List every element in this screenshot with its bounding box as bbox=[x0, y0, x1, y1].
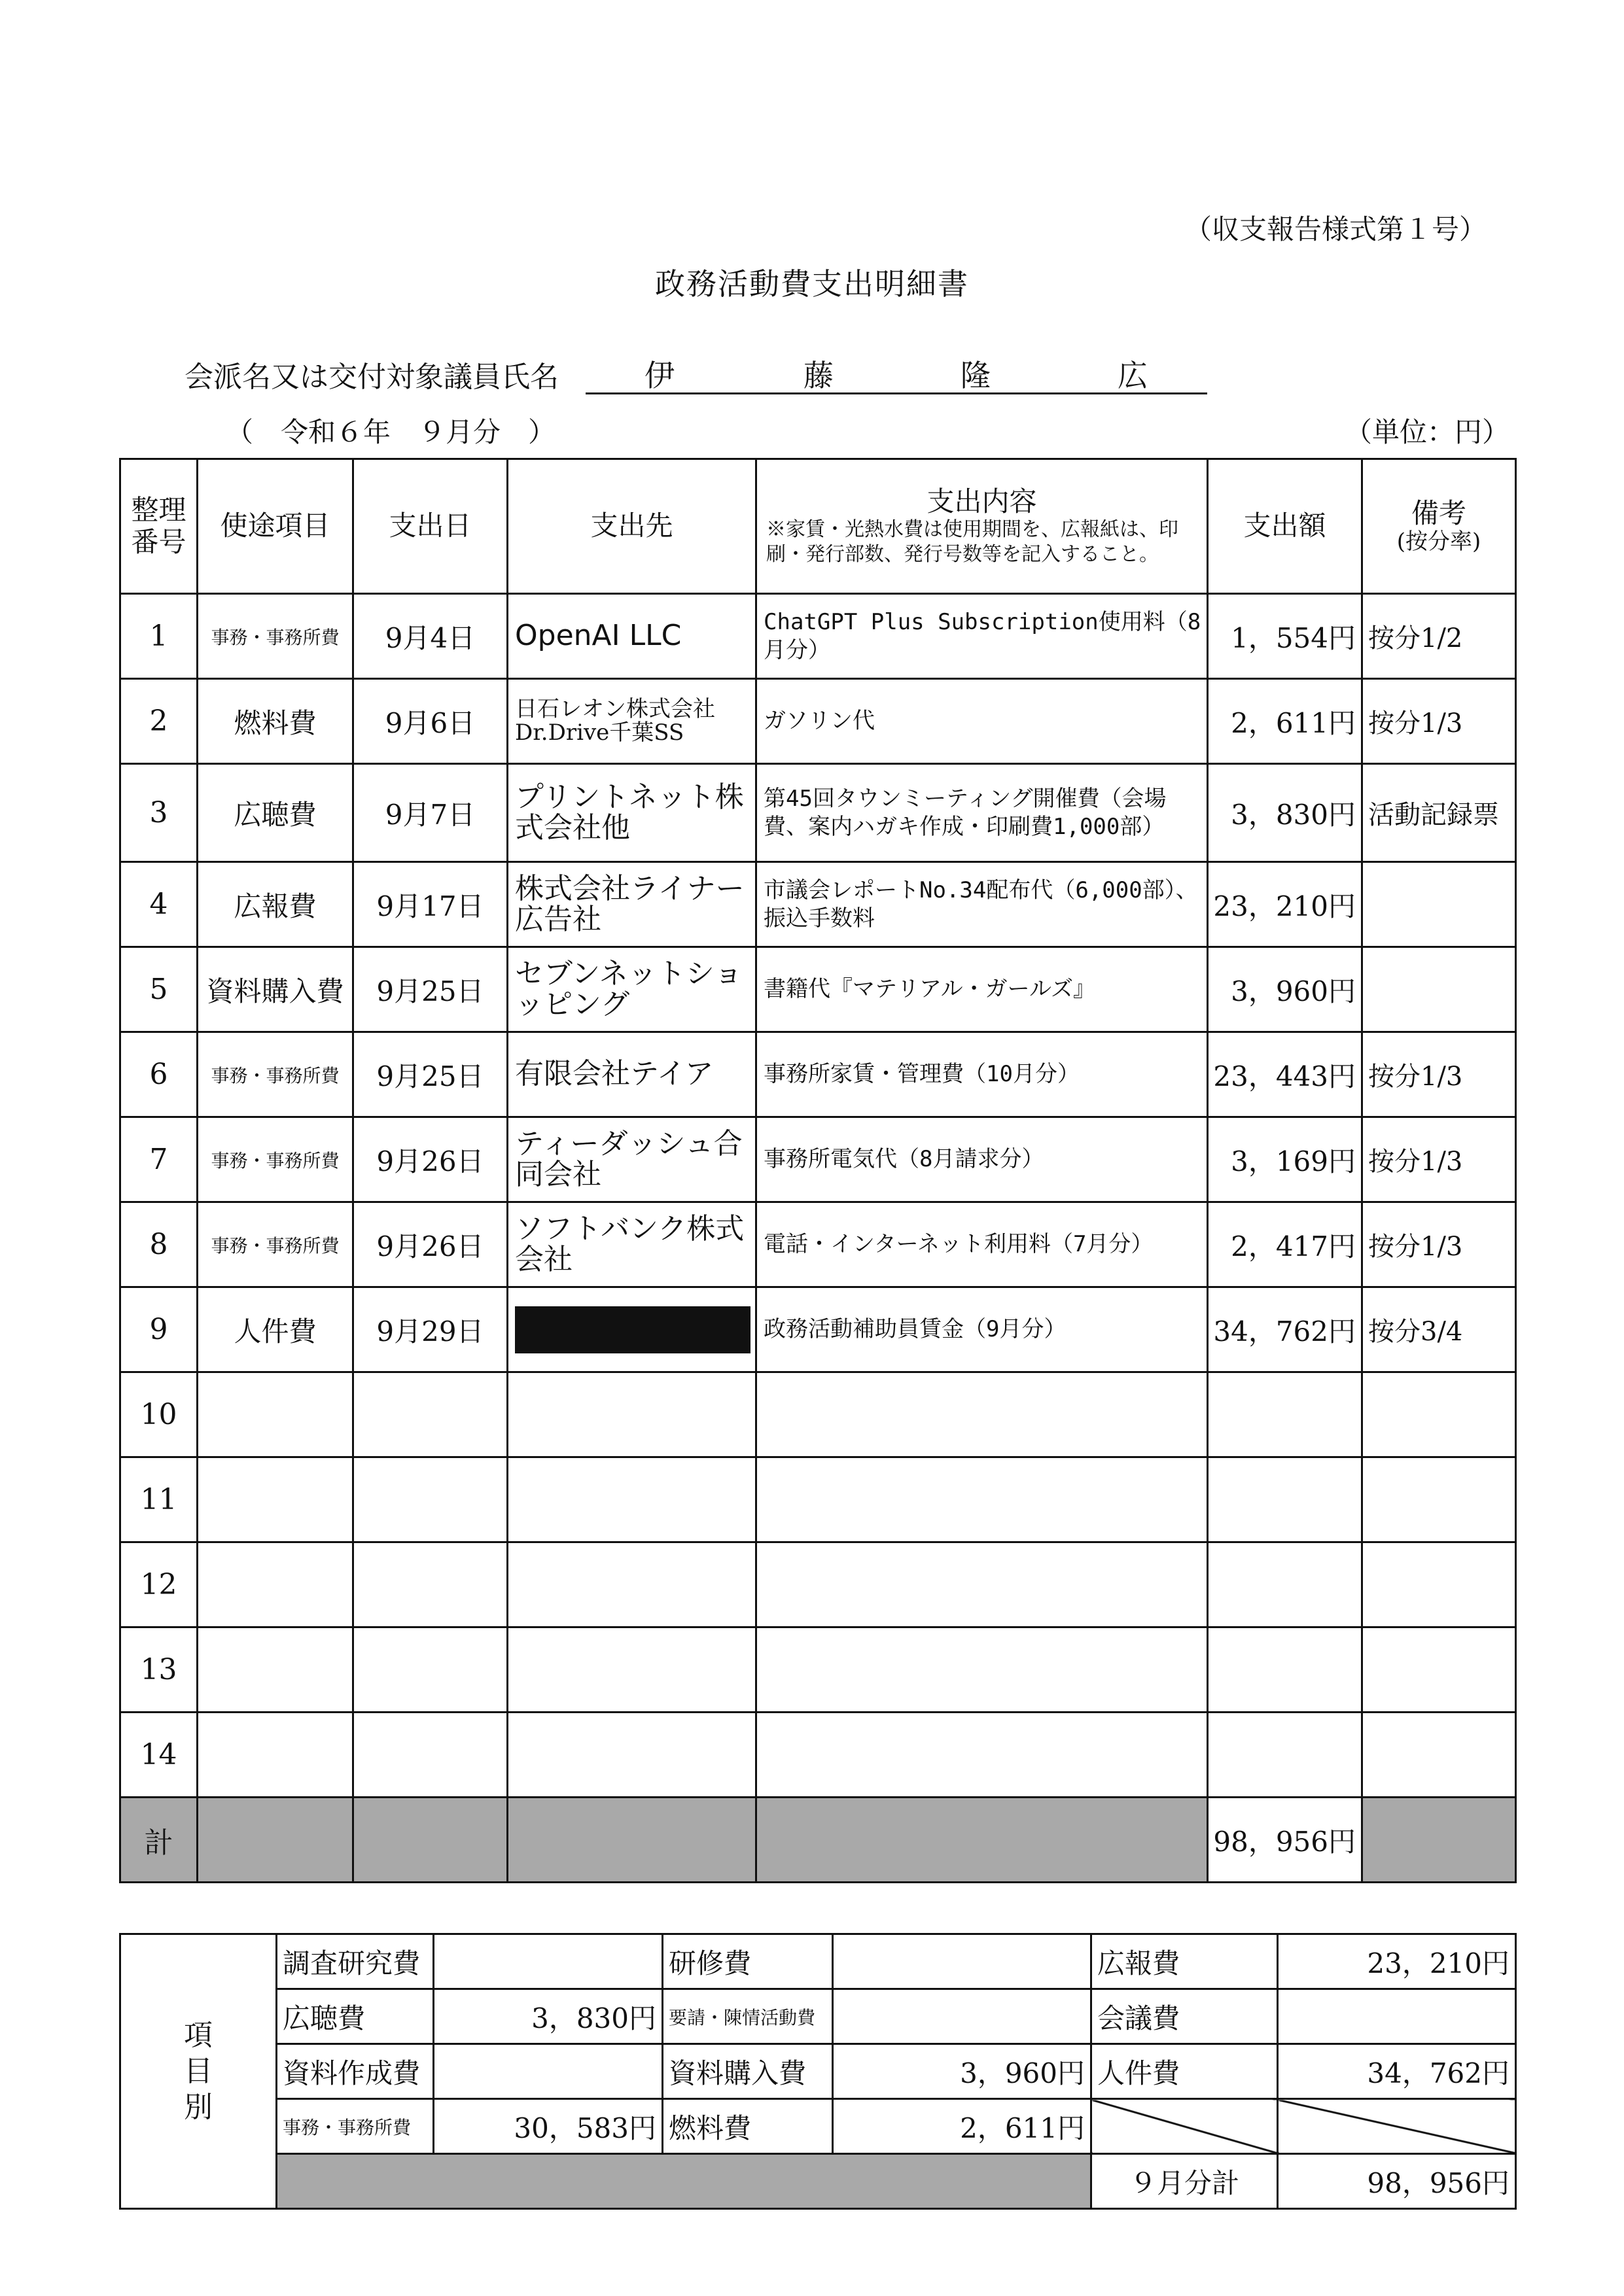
summary-amount bbox=[434, 2044, 663, 2099]
row-content: 市議会レポートNo.34配布代（6,000部）、振込手数料 bbox=[756, 862, 1208, 947]
row-amount bbox=[1208, 1457, 1362, 1542]
row-no: 11 bbox=[120, 1457, 198, 1542]
row-remark: 活動記録票 bbox=[1362, 764, 1516, 862]
summary-label: 調査研究費 bbox=[277, 1934, 434, 1989]
row-content bbox=[756, 1542, 1208, 1627]
member-name-char: 広 bbox=[1118, 358, 1148, 393]
row-remark: 按分1/3 bbox=[1362, 1117, 1516, 1202]
summary-diagonal-cell bbox=[1091, 2099, 1278, 2154]
summary-label: 事務・事務所費 bbox=[277, 2099, 434, 2154]
row-item: 事務・事務所費 bbox=[198, 1032, 353, 1117]
row-no: 5 bbox=[120, 947, 198, 1032]
member-name-char: 藤 bbox=[803, 358, 834, 393]
header-content: 支出内容 ※家賃・光熱水費は使用期間を、広報紙は、印刷・発行部数、発行号数等を記入すること。 bbox=[756, 459, 1208, 594]
summary-amount: 30，583円 bbox=[434, 2099, 663, 2154]
row-content: 政務活動補助員賃金（9月分） bbox=[756, 1287, 1208, 1372]
row-date: 9月26日 bbox=[353, 1117, 508, 1202]
row-content: 事務所家賃・管理費（10月分） bbox=[756, 1032, 1208, 1117]
row-remark bbox=[1362, 1627, 1516, 1713]
row-date: 9月4日 bbox=[353, 594, 508, 679]
row-item: 事務・事務所費 bbox=[198, 594, 353, 679]
row-payee bbox=[508, 1713, 756, 1798]
row-date: 9月17日 bbox=[353, 862, 508, 947]
row-content: ガソリン代 bbox=[756, 679, 1208, 764]
unit-label: （単位：円） bbox=[1345, 416, 1510, 448]
row-payee bbox=[508, 1287, 756, 1372]
row-remark bbox=[1362, 862, 1516, 947]
row-payee bbox=[508, 1457, 756, 1542]
table-row bbox=[120, 1457, 1516, 1542]
row-content: 事務所電気代（8月請求分） bbox=[756, 1117, 1208, 1202]
row-payee bbox=[508, 1627, 756, 1713]
row-remark bbox=[1362, 1713, 1516, 1798]
header-payee: 支出先 bbox=[508, 459, 756, 594]
row-amount: 3，169円 bbox=[1208, 1117, 1362, 1202]
row-content: 第45回タウンミーティング開催費（会場費、案内ハガキ作成・印刷費1,000部） bbox=[756, 764, 1208, 862]
summary-label: 広報費 bbox=[1091, 1934, 1278, 1989]
table-row bbox=[120, 1117, 1516, 1202]
row-amount bbox=[1208, 1713, 1362, 1798]
row-amount: 2，611円 bbox=[1208, 679, 1362, 764]
row-no: 1 bbox=[120, 594, 198, 679]
row-remark bbox=[1362, 1372, 1516, 1457]
summary-amount bbox=[833, 1934, 1091, 1989]
summary-gray-fill bbox=[277, 2154, 1091, 2209]
row-remark: 按分1/2 bbox=[1362, 594, 1516, 679]
table-row bbox=[120, 594, 1516, 679]
row-no: 8 bbox=[120, 1202, 198, 1287]
summary-amount bbox=[434, 1934, 663, 1989]
row-no: 4 bbox=[120, 862, 198, 947]
header-remark: 備考 (按分率) bbox=[1362, 459, 1516, 594]
row-remark bbox=[1362, 1542, 1516, 1627]
summary-amount: 2，611円 bbox=[833, 2099, 1091, 2154]
row-amount: 2，417円 bbox=[1208, 1202, 1362, 1287]
row-payee bbox=[508, 1372, 756, 1457]
header-amount: 支出額 bbox=[1208, 459, 1362, 594]
row-date: 9月25日 bbox=[353, 947, 508, 1032]
row-payee: プリントネット株式会社他 bbox=[508, 764, 756, 862]
month-total-label: ９月分計 bbox=[1091, 2154, 1278, 2209]
row-item bbox=[198, 1372, 353, 1457]
summary-amount bbox=[1278, 1989, 1516, 2044]
table-row bbox=[120, 1627, 1516, 1713]
table-row bbox=[120, 1032, 1516, 1117]
row-payee: ソフトバンク株式会社 bbox=[508, 1202, 756, 1287]
row-content bbox=[756, 1627, 1208, 1713]
total-label: 計 bbox=[120, 1798, 198, 1883]
row-date bbox=[353, 1372, 508, 1457]
row-date bbox=[353, 1542, 508, 1627]
row-item: 事務・事務所費 bbox=[198, 1202, 353, 1287]
row-date: 9月29日 bbox=[353, 1287, 508, 1372]
row-payee: セブンネットショッピング bbox=[508, 947, 756, 1032]
table-row bbox=[120, 862, 1516, 947]
member-name-char: 隆 bbox=[961, 358, 991, 393]
table-row bbox=[120, 1713, 1516, 1798]
summary-label: 資料作成費 bbox=[277, 2044, 434, 2099]
row-payee bbox=[508, 1542, 756, 1627]
header-content-note: ※家賃・光熱水費は使用期間を、広報紙は、印刷・発行部数、発行号数等を記入すること。 bbox=[766, 518, 1178, 566]
row-amount bbox=[1208, 1372, 1362, 1457]
row-payee: 日石レオン株式会社 Dr.Drive千葉SS bbox=[508, 679, 756, 764]
row-amount: 3，830円 bbox=[1208, 764, 1362, 862]
member-name-char: 伊 bbox=[644, 358, 675, 393]
header-item: 使途項目 bbox=[198, 459, 353, 594]
summary-amount: 3，960円 bbox=[833, 2044, 1091, 2099]
row-no: 9 bbox=[120, 1287, 198, 1372]
row-item: 資料購入費 bbox=[198, 947, 353, 1032]
table-row bbox=[120, 1372, 1516, 1457]
row-date: 9月26日 bbox=[353, 1202, 508, 1287]
row-amount bbox=[1208, 1542, 1362, 1627]
row-payee: 有限会社テイア bbox=[508, 1032, 756, 1117]
row-no: 6 bbox=[120, 1032, 198, 1117]
row-payee: ティーダッシュ合同会社 bbox=[508, 1117, 756, 1202]
row-remark: 按分1/3 bbox=[1362, 679, 1516, 764]
header-date: 支出日 bbox=[353, 459, 508, 594]
row-amount bbox=[1208, 1627, 1362, 1713]
summary-label: 研修費 bbox=[663, 1934, 833, 1989]
row-remark bbox=[1362, 947, 1516, 1032]
row-content: 書籍代『マテリアル・ガールズ』 bbox=[756, 947, 1208, 1032]
total-blank bbox=[1362, 1798, 1516, 1883]
row-item: 広報費 bbox=[198, 862, 353, 947]
total-blank bbox=[353, 1798, 508, 1883]
row-amount: 34，762円 bbox=[1208, 1287, 1362, 1372]
row-date bbox=[353, 1627, 508, 1713]
row-no: 10 bbox=[120, 1372, 198, 1457]
row-content bbox=[756, 1457, 1208, 1542]
row-amount: 23，443円 bbox=[1208, 1032, 1362, 1117]
table-header-row bbox=[120, 459, 1516, 594]
total-amount: 98，956円 bbox=[1208, 1798, 1362, 1883]
summary-amount: 23，210円 bbox=[1278, 1934, 1516, 1989]
row-amount: 1，554円 bbox=[1208, 594, 1362, 679]
row-no: 3 bbox=[120, 764, 198, 862]
row-date bbox=[353, 1713, 508, 1798]
summary-amount bbox=[833, 1989, 1091, 2044]
month-total-amount: 98，956円 bbox=[1278, 2154, 1516, 2209]
summary-label: 資料購入費 bbox=[663, 2044, 833, 2099]
row-item bbox=[198, 1457, 353, 1542]
row-item: 事務・事務所費 bbox=[198, 1117, 353, 1202]
row-no: 12 bbox=[120, 1542, 198, 1627]
row-content: ChatGPT Plus Subscription使用料（8月分） bbox=[756, 594, 1208, 679]
row-item bbox=[198, 1627, 353, 1713]
total-row bbox=[120, 1798, 1516, 1883]
row-remark: 按分1/3 bbox=[1362, 1202, 1516, 1287]
row-amount: 23，210円 bbox=[1208, 862, 1362, 947]
table-row bbox=[120, 679, 1516, 764]
row-content bbox=[756, 1713, 1208, 1798]
summary-diagonal-cell bbox=[1278, 2099, 1516, 2154]
table-row bbox=[120, 1287, 1516, 1372]
expense-detail-table bbox=[119, 458, 1517, 1883]
table-row bbox=[120, 1542, 1516, 1627]
category-summary-table bbox=[119, 1933, 1517, 2210]
row-date: 9月7日 bbox=[353, 764, 508, 862]
summary-amount: 34，762円 bbox=[1278, 2044, 1516, 2099]
report-period: （ 令和６年 ９月分 ） bbox=[226, 416, 556, 448]
row-no: 13 bbox=[120, 1627, 198, 1713]
summary-label: 燃料費 bbox=[663, 2099, 833, 2154]
row-date: 9月6日 bbox=[353, 679, 508, 764]
row-payee: OpenAI LLC bbox=[508, 594, 756, 679]
summary-side-label: 項 目 別 bbox=[120, 1934, 277, 2209]
total-blank bbox=[198, 1798, 353, 1883]
row-no: 2 bbox=[120, 679, 198, 764]
row-item bbox=[198, 1713, 353, 1798]
row-item: 広聴費 bbox=[198, 764, 353, 862]
table-row bbox=[120, 947, 1516, 1032]
row-item: 燃料費 bbox=[198, 679, 353, 764]
row-item bbox=[198, 1542, 353, 1627]
row-date bbox=[353, 1457, 508, 1542]
row-amount: 3，960円 bbox=[1208, 947, 1362, 1032]
member-name-underline bbox=[586, 392, 1207, 394]
row-item: 人件費 bbox=[198, 1287, 353, 1372]
row-no: 14 bbox=[120, 1713, 198, 1798]
row-content: 電話・インターネット利用料（7月分） bbox=[756, 1202, 1208, 1287]
member-name-label: 会派名又は交付対象議員氏名 bbox=[185, 360, 559, 394]
row-no: 7 bbox=[120, 1117, 198, 1202]
row-remark bbox=[1362, 1457, 1516, 1542]
summary-amount: 3，830円 bbox=[434, 1989, 663, 2044]
total-blank bbox=[508, 1798, 756, 1883]
summary-label: 会議費 bbox=[1091, 1989, 1278, 2044]
form-number: （収支報告様式第１号） bbox=[1184, 213, 1487, 245]
row-date: 9月25日 bbox=[353, 1032, 508, 1117]
row-content bbox=[756, 1372, 1208, 1457]
table-row bbox=[120, 1202, 1516, 1287]
redaction-block bbox=[515, 1306, 750, 1353]
total-blank bbox=[756, 1798, 1208, 1883]
row-payee: 株式会社ライナー広告社 bbox=[508, 862, 756, 947]
summary-label: 人件費 bbox=[1091, 2044, 1278, 2099]
summary-label: 広聴費 bbox=[277, 1989, 434, 2044]
summary-label: 要請・陳情活動費 bbox=[663, 1989, 833, 2044]
table-row bbox=[120, 764, 1516, 862]
row-remark: 按分3/4 bbox=[1362, 1287, 1516, 1372]
header-no: 整理 番号 bbox=[120, 459, 198, 594]
row-remark: 按分1/3 bbox=[1362, 1032, 1516, 1117]
document-title: 政務活動費支出明細書 bbox=[655, 266, 969, 302]
